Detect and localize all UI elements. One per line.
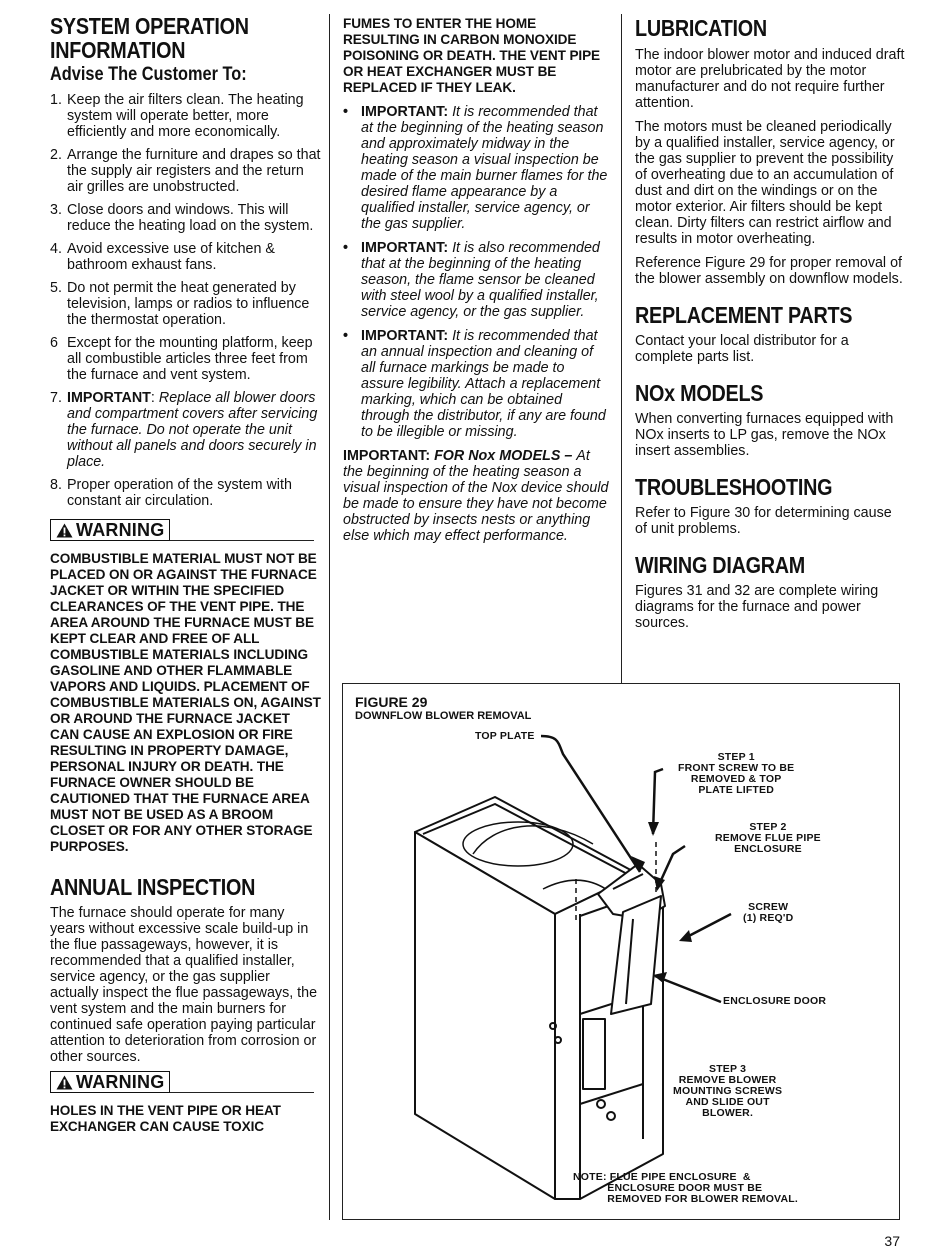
furnace-illustration <box>343 684 899 1219</box>
list-item: 8. Proper operation of the system with constant air circulation. <box>50 477 292 509</box>
warning-header <box>50 1071 322 1095</box>
section-title-lubrication: LUBRICATION <box>635 15 767 41</box>
list-item: • IMPORTANT: It is recommended that an annual inspection and cleaning of all furnace markings be made to assure legibility. Attach a replacement marking, which can be obtained through the distributor, if any are found to be illegible or missing. <box>343 328 606 440</box>
column-right <box>635 16 905 631</box>
section-title-replacement-parts: REPLACEMENT PARTS <box>635 302 853 328</box>
troubleshooting-text: Refer to Figure 30 for determining cause of unit problems. <box>635 505 892 537</box>
lubrication-text-2: The motors must be cleaned periodically by a qualified installer, service agency, or the gas supplier to prevent the possibility of overheating due to an accumulation of dust and dirt on the windings or on the motor exterior. Air filters should be kept clean. Dirty filters can restrict airflow and results in motor overheating. <box>635 119 895 247</box>
warning-text-vent-pipe: HOLES IN THE VENT PIPE OR HEAT EXCHANGER CAN CAUSE TOXIC <box>50 1103 281 1134</box>
list-item: 6 Except for the mounting platform, keep all combustible articles three feet from the furnace and vent system. <box>50 335 313 383</box>
warning-triangle-icon <box>56 1075 73 1090</box>
label-top-plate: TOP PLATE <box>475 730 535 742</box>
list-item: 2. Arrange the furniture and drapes so that the supply air registers and the return air grilles are unobstructed. <box>50 147 321 195</box>
warning-label: WARNING <box>76 1071 165 1092</box>
warning-text-combustible: COMBUSTIBLE MATERIAL MUST NOT BE PLACED ON OR AGAINST THE FURNACE JACKET OR WITHIN THE SPECIFIED CLEARANCES OF THE VENT PIPE. THE AREA AROUND THE FURNACE MUST BE KEPT CLEAR AND FREE OF ALL COMBUSTIBLE MATERIALS INCLUDING GASOLINE AND OTHER FLAMMABLE VAPORS AND LIQUIDS. PLACEMENT OF COMBUSTIBLE MATERIALS ON, AGAINST OR AROUND THE FURNACE JACKET CAN CAUSE AN EXPLOSION OR FIRE RESULTING IN PROPERTY DAMAGE, PERSONAL INJURY OR DEATH. THE FURNACE OWNER SHOULD BE CAUTIONED THAT THE FURNACE AREA MUST NOT BE USED AS A BROOM CLOSET OR FOR ANY OTHER STORAGE PURPOSES. <box>50 551 321 854</box>
lubrication-text-1: The indoor blower motor and induced draft motor are prelubricated by the motor manufacturer and do not require further attention. <box>635 47 905 111</box>
advise-list <box>50 92 322 509</box>
important-bullets <box>343 104 611 440</box>
list-item: 5. Do not permit the heat generated by television, lamps or radios to influence the thermostat operation. <box>50 280 310 328</box>
figure-title: FIGURE 29 <box>355 694 428 710</box>
lubrication-text-3: Reference Figure 29 for proper removal of the blower assembly on downflow models. <box>635 255 903 287</box>
figure-29 <box>342 683 900 1220</box>
wiring-diagram-text: Figures 31 and 32 are complete wiring diagrams for the furnace and power sources. <box>635 583 879 631</box>
list-item: 7. IMPORTANT: Replace all blower doors and compartment covers after servicing the furnace. Do not operate the unit without all panels and doors securely in place. <box>50 390 318 470</box>
advise-subtitle: Advise The Customer To: <box>50 64 247 85</box>
warning-triangle-icon <box>56 523 73 538</box>
section-title-annual-inspection: ANNUAL INSPECTION <box>50 874 256 900</box>
list-item: 3. Close doors and windows. This will reduce the heating load on the system. <box>50 202 314 234</box>
list-item: 4. Avoid excessive use of kitchen & bathroom exhaust fans. <box>50 241 275 273</box>
annual-inspection-text: The furnace should operate for many years without excessive scale build-up in the flue passageways, however, it is recommended that a qualified installer, service agency, or the gas supplier actually inspect the flue passageways, the vent system and the main burners for continued safe operation paying particular attention to deterioration from corrosion or other sources. <box>50 905 318 1065</box>
list-item: • IMPORTANT: It is recommended that at the beginning of the heating season and approximately midway in the heating season a visual inspection be made of the main burner flames for the desired flame appearance by a qualified installer, service agency, or the gas supplier. <box>343 104 608 232</box>
label-step-1: STEP 1 FRONT SCREW TO BE REMOVED & TOP PLATE LIFTED <box>678 751 795 796</box>
label-screw: SCREW (1) REQ'D <box>743 901 794 924</box>
column-divider-left <box>329 14 330 1220</box>
section-title-nox-models: NOx MODELS <box>635 380 764 406</box>
list-item: 1. Keep the air filters clean. The heating system will operate better, more efficiently and more economically. <box>50 92 304 140</box>
label-step-3: STEP 3 REMOVE BLOWER MOUNTING SCREWS AND SLIDE OUT BLOWER. <box>673 1063 783 1119</box>
column-left <box>50 14 322 1135</box>
page-number: 37 <box>884 1233 900 1249</box>
column-divider-right <box>621 14 622 683</box>
nox-models-text: When converting furnaces equipped with NOx inserts to LP gas, remove the NOx insert assemblies. <box>635 411 894 459</box>
nox-important-note: IMPORTANT: FOR Nox MODELS – At the beginning of the heating season a visual inspection of the Nox device should be made to ensure they have not become obstructed by insects nests or anything else which may effect performance. <box>343 448 609 544</box>
column-middle <box>343 16 611 544</box>
list-item: • IMPORTANT: It is also recommended that at the beginning of the heating season, the flame sensor be cleaned with steel wool by a qualified installer, service agency, or the gas supplier. <box>343 240 600 320</box>
label-enclosure-door: ENCLOSURE DOOR <box>723 995 827 1007</box>
label-step-2: STEP 2 REMOVE FLUE PIPE ENCLOSURE <box>715 821 821 855</box>
warning-text-continued: FUMES TO ENTER THE HOME RESULTING IN CARBON MONOXIDE POISONING OR DEATH. THE VENT PIPE OR HEAT EXCHANGER MUST BE REPLACED IF THEY LEAK. <box>343 16 601 95</box>
warning-header <box>50 519 322 543</box>
warning-label: WARNING <box>76 519 165 540</box>
section-title-wiring-diagram: WIRING DIAGRAM <box>635 552 805 578</box>
label-note: NOTE: FLUE PIPE ENCLOSURE & ENCLOSURE DOOR MUST BE REMOVED FOR BLOWER REMOVAL. <box>573 1171 798 1205</box>
figure-subtitle: DOWNFLOW BLOWER REMOVAL <box>355 710 532 722</box>
section-title-troubleshooting: TROUBLESHOOTING <box>635 474 833 500</box>
section-title-system-operation: SYSTEM OPERATION INFORMATION <box>50 13 249 63</box>
replacement-parts-text: Contact your local distributor for a complete parts list. <box>635 333 849 365</box>
